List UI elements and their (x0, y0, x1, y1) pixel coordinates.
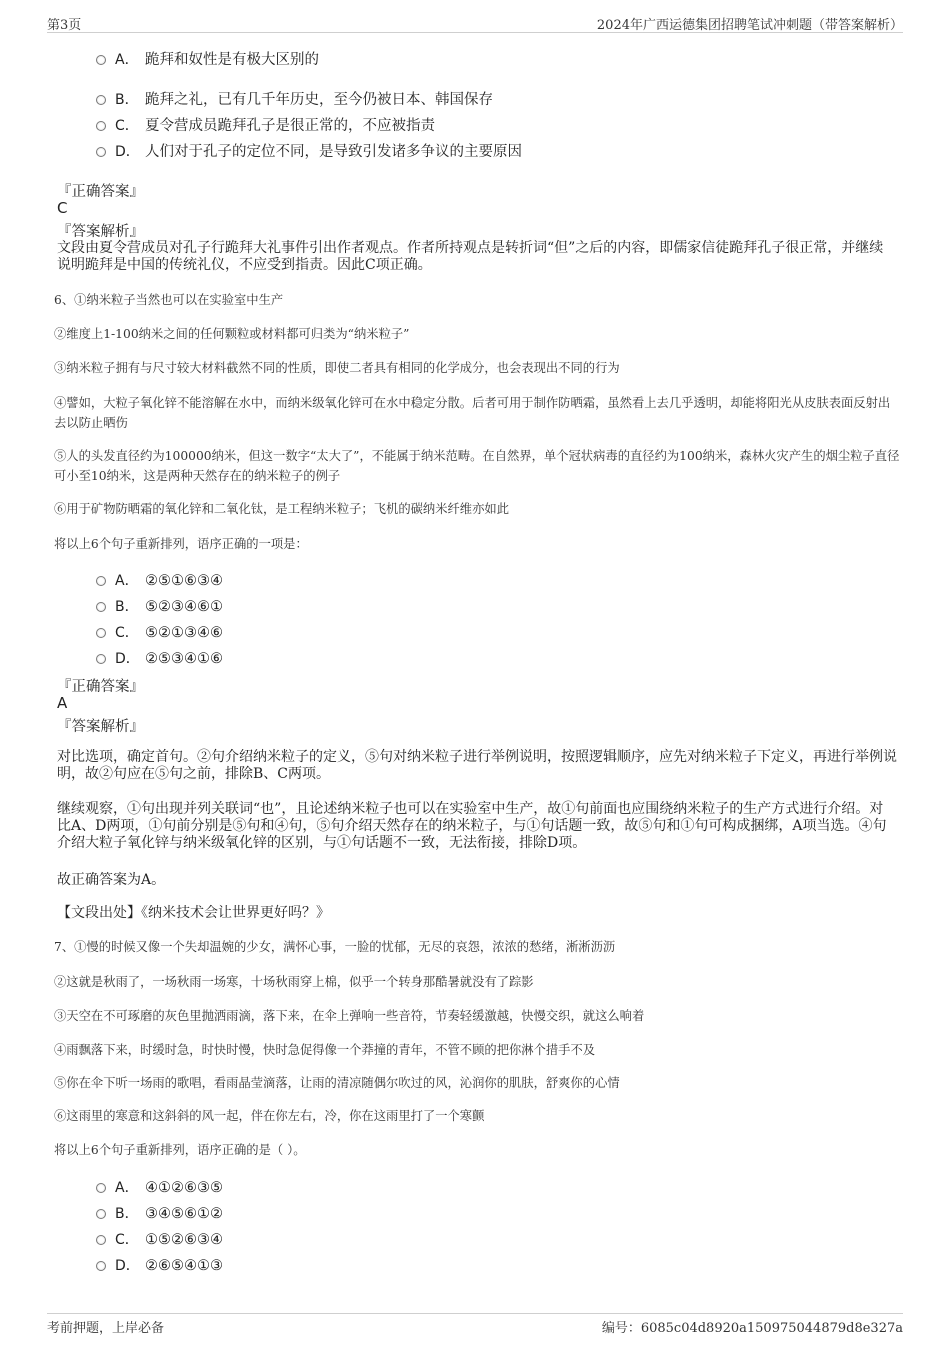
analysis-label: 『答案解析』 (57, 719, 144, 735)
radio-icon[interactable] (96, 147, 106, 157)
q7-option-a[interactable]: A． ④①②⑥③⑤ (96, 1177, 223, 1197)
analysis-text: 文段由夏令营成员对孔子行跪拜大礼事件引出作者观点。作者所持观点是转折词“但”之后的内容，即儒家信徒跪拜孔子很正常，并继续说明跪拜是中国的传统礼仪，不应受到指责。因此C项正确。 (57, 240, 884, 273)
source-citation: 【文段出处】《纳米技术会让世界更好吗？》 (57, 905, 330, 921)
q6-sentence: ③纳米粒子拥有与尺寸较大材料截然不同的性质，即使二者具有相同的化学成分，也会表现出不同的行为 (54, 361, 620, 375)
correct-answer: C (57, 199, 68, 217)
correct-answer-label: 『正确答案』 (57, 679, 144, 695)
radio-icon[interactable] (96, 602, 106, 612)
radio-icon[interactable] (96, 628, 106, 638)
q6-sentence: ④譬如，大粒子氧化锌不能溶解在水中，而纳米级氧化锌可在水中稳定分散。后者可用于制作防晒霜，虽然看上去几乎透明，却能将阳光从皮肤表面反射出去以防止晒伤 (54, 396, 891, 430)
radio-icon[interactable] (96, 1209, 106, 1219)
q6-sentence: ②维度上1-100纳米之间的任何颗粒或材料都可归类为“纳米粒子” (54, 327, 410, 341)
q6-option-d[interactable]: D． ②⑤③④①⑥ (96, 648, 223, 668)
q6-stem: 6、①纳米粒子当然也可以在实验室中生产 (54, 293, 284, 307)
q5-option-c[interactable]: C． 夏令营成员跪拜孔子是很正常的，不应被指责 (96, 114, 435, 135)
radio-icon[interactable] (96, 654, 106, 664)
q7-option-d[interactable]: D． ②⑥⑤④①③ (96, 1255, 223, 1275)
q6-prompt: 将以上6个句子重新排列，语序正确的一项是： (54, 537, 308, 551)
analysis-label: 『答案解析』 (57, 224, 144, 240)
analysis-paragraph: 继续观察，①句出现并列关联词“也”，且论述纳米粒子也可以在实验室中生产，故①句前面也应围绕纳米粒子的生产方式进行介绍。对比A、D两项，①句前分别是⑤句和④句，⑤句介绍天然存在的纳米粒子，与①句话题一致，故⑤句和①句可构成捆绑，A项当选。④句介绍大粒子氧化锌与纳米级氧化锌的区别，与①句话题不一致，无法衔接，排除D项。 (57, 801, 887, 851)
q7-sentence: ⑤你在伞下听一场雨的歌唱，看雨晶莹滴落，让雨的清凉随偶尔吹过的风，沁润你的肌肤，舒爽你的心情 (54, 1076, 620, 1090)
page-number: 第3页 (47, 18, 82, 33)
radio-icon[interactable] (96, 95, 106, 105)
document-title: 2024年广西运德集团招聘笔试冲刺题（带答案解析） (596, 18, 903, 33)
radio-icon[interactable] (96, 55, 106, 65)
q5-option-b[interactable]: B． 跪拜之礼，已有几千年历史，至今仍被日本、韩国保存 (96, 88, 493, 109)
radio-icon[interactable] (96, 121, 106, 131)
correct-answer: A (57, 694, 68, 712)
q7-option-b[interactable]: B． ③④⑤⑥①② (96, 1203, 223, 1223)
q7-sentence: ③天空在不可琢磨的灰色里抛洒雨滴，落下来，在伞上弹响一些音符，节奏轻缓激越，快慢交织，就这么响着 (54, 1009, 645, 1023)
q6-option-c[interactable]: C． ⑤②①③④⑥ (96, 622, 223, 642)
q6-sentence: ⑥用于矿物防晒霜的氧化锌和二氧化钛，是工程纳米粒子；飞机的碳纳米纤维亦如此 (54, 502, 509, 516)
footer-slogan: 考前押题，上岸必备 (47, 1321, 165, 1336)
q5-option-a[interactable]: A． 跪拜和奴性是有极大区别的 (96, 48, 319, 69)
radio-icon[interactable] (96, 1183, 106, 1193)
q6-option-b[interactable]: B． ⑤②③④⑥① (96, 596, 223, 616)
radio-icon[interactable] (96, 576, 106, 586)
q7-sentence: ②这就是秋雨了，一场秋雨一场寒，十场秋雨穿上棉，似乎一个转身那酷暑就没有了踪影 (54, 975, 534, 989)
q7-option-c[interactable]: C． ①⑤②⑥③④ (96, 1229, 223, 1249)
page-footer (47, 1313, 903, 1334)
q7-sentence: ④雨飘落下来，时缓时急，时快时慢，快时急促得像一个莽撞的青年，不管不顾的把你淋个措手不及 (54, 1043, 596, 1057)
document-code: 编号：6085c04d8920a150975044879d8e327a (601, 1321, 903, 1336)
analysis-paragraph: 对比选项，确定首句。②句介绍纳米粒子的定义，⑤句对纳米粒子进行举例说明，按照逻辑顺序，应先对纳米粒子下定义，再进行举例说明，故②句应在⑤句之前，排除B、C两项。 (57, 749, 897, 782)
q5-option-d[interactable]: D． 人们对于孔子的定位不同，是导致引发诸多争议的主要原因 (96, 140, 522, 161)
correct-answer-label: 『正确答案』 (57, 184, 144, 200)
q7-sentence: ⑥这雨里的寒意和这斜斜的风一起，伴在你左右，冷，你在这雨里打了一个寒颤 (54, 1109, 485, 1123)
q7-prompt: 将以上6个句子重新排列，语序正确的是（ ）。 (54, 1143, 306, 1157)
radio-icon[interactable] (96, 1235, 106, 1245)
q6-sentence: ⑤人的头发直径约为100000纳米，但这一数字“太大了”，不能属于纳米范畴。在自然界，单个冠状病毒的直径约为100纳米，森林火灾产生的烟尘粒子直径可小至10纳米，这是两种天然存在的纳米粒子的例子 (54, 449, 900, 483)
q6-option-a[interactable]: A． ②⑤①⑥③④ (96, 570, 223, 590)
page-header (47, 14, 903, 33)
q7-stem: 7、①慢的时候又像一个失却温婉的少女，满怀心事，一脸的忧郁，无尽的哀怨，浓浓的愁绪，淅淅沥沥 (54, 940, 616, 954)
radio-icon[interactable] (96, 1261, 106, 1271)
analysis-conclusion: 故正确答案为A。 (57, 872, 166, 888)
